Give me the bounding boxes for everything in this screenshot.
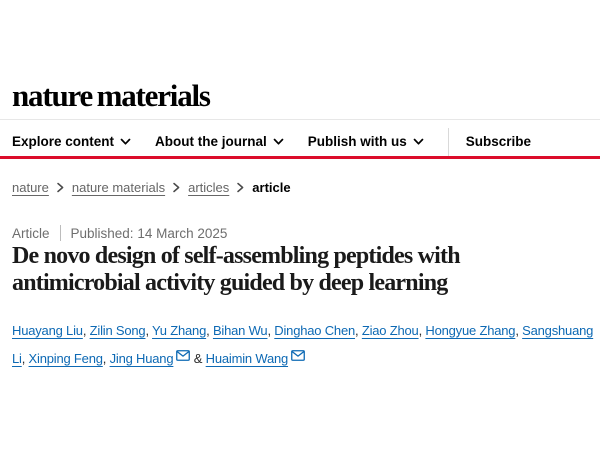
author-link[interactable]: Hongyue Zhang <box>425 323 516 338</box>
author-separator: , <box>206 323 213 338</box>
author-link[interactable]: Huaimin Wang <box>205 351 289 366</box>
author-separator: , <box>418 323 426 338</box>
breadcrumb-link-nature[interactable]: nature <box>12 180 49 195</box>
author-separator: , <box>515 323 523 338</box>
chevron-right-icon <box>237 182 244 193</box>
email-icon[interactable] <box>176 349 190 364</box>
chevron-down-icon <box>273 134 284 149</box>
nav-item-explore-content[interactable] <box>12 134 131 149</box>
published-date <box>71 226 228 241</box>
breadcrumb <box>12 180 291 195</box>
author-list <box>12 318 598 372</box>
nav-item-about-the-journal[interactable] <box>155 134 284 149</box>
nav-item-subscribe[interactable] <box>466 134 531 149</box>
breadcrumb-link-articles[interactable]: articles <box>188 180 230 195</box>
author-separator: , <box>21 351 29 366</box>
author-separator: , <box>145 323 153 338</box>
article-title-line-1: De novo design of self-assembling peptides with <box>12 243 460 269</box>
nav-item-label: Subscribe <box>465 134 532 149</box>
published-value: 14 March 2025 <box>137 225 228 241</box>
chevron-right-icon <box>173 182 180 193</box>
nav-item-label: Publish with us <box>307 134 407 149</box>
chevron-down-icon <box>413 134 424 149</box>
author-separator: , <box>267 323 275 338</box>
author-link[interactable]: Yu Zhang <box>152 323 207 338</box>
nav-item-label: Explore content <box>12 134 115 149</box>
meta-divider <box>60 225 61 241</box>
author-separator: , <box>355 323 362 338</box>
journal-logo[interactable]: nature materials <box>12 78 210 113</box>
chevron-right-icon <box>57 182 64 193</box>
author-link[interactable]: Zilin Song <box>89 323 146 338</box>
author-separator: , <box>102 351 110 366</box>
author-separator: & <box>190 351 206 366</box>
author-link[interactable]: Ziao Zhou <box>361 323 419 338</box>
article-title <box>12 243 460 297</box>
breadcrumb-link-nature-materials[interactable]: nature materials <box>71 180 166 195</box>
author-link[interactable]: Bihan Wu <box>212 323 268 338</box>
nav-divider <box>448 128 449 156</box>
journal-accent-bar <box>0 156 600 159</box>
article-meta <box>12 225 227 241</box>
author-separator: , <box>82 323 90 338</box>
breadcrumb-current: article <box>252 180 291 195</box>
author-link[interactable]: Huayang Liu <box>12 323 83 338</box>
author-link[interactable]: Dinghao Chen <box>274 323 356 338</box>
main-nav <box>12 127 600 156</box>
chevron-down-icon <box>120 134 131 149</box>
email-icon[interactable] <box>291 349 305 364</box>
published-label: Published: <box>70 225 134 241</box>
author-link[interactable]: Xinping Feng <box>28 351 103 366</box>
header-divider-line <box>0 119 600 120</box>
article-type-label: Article <box>12 225 50 241</box>
article-title-line-2: antimicrobial activity guided by deep learning <box>12 270 448 296</box>
nav-item-publish-with-us[interactable] <box>308 134 424 149</box>
author-link[interactable]: Jing Huang <box>109 351 174 366</box>
author-link[interactable]: Sangshuang Li <box>12 323 594 366</box>
nav-item-label: About the journal <box>155 134 267 149</box>
